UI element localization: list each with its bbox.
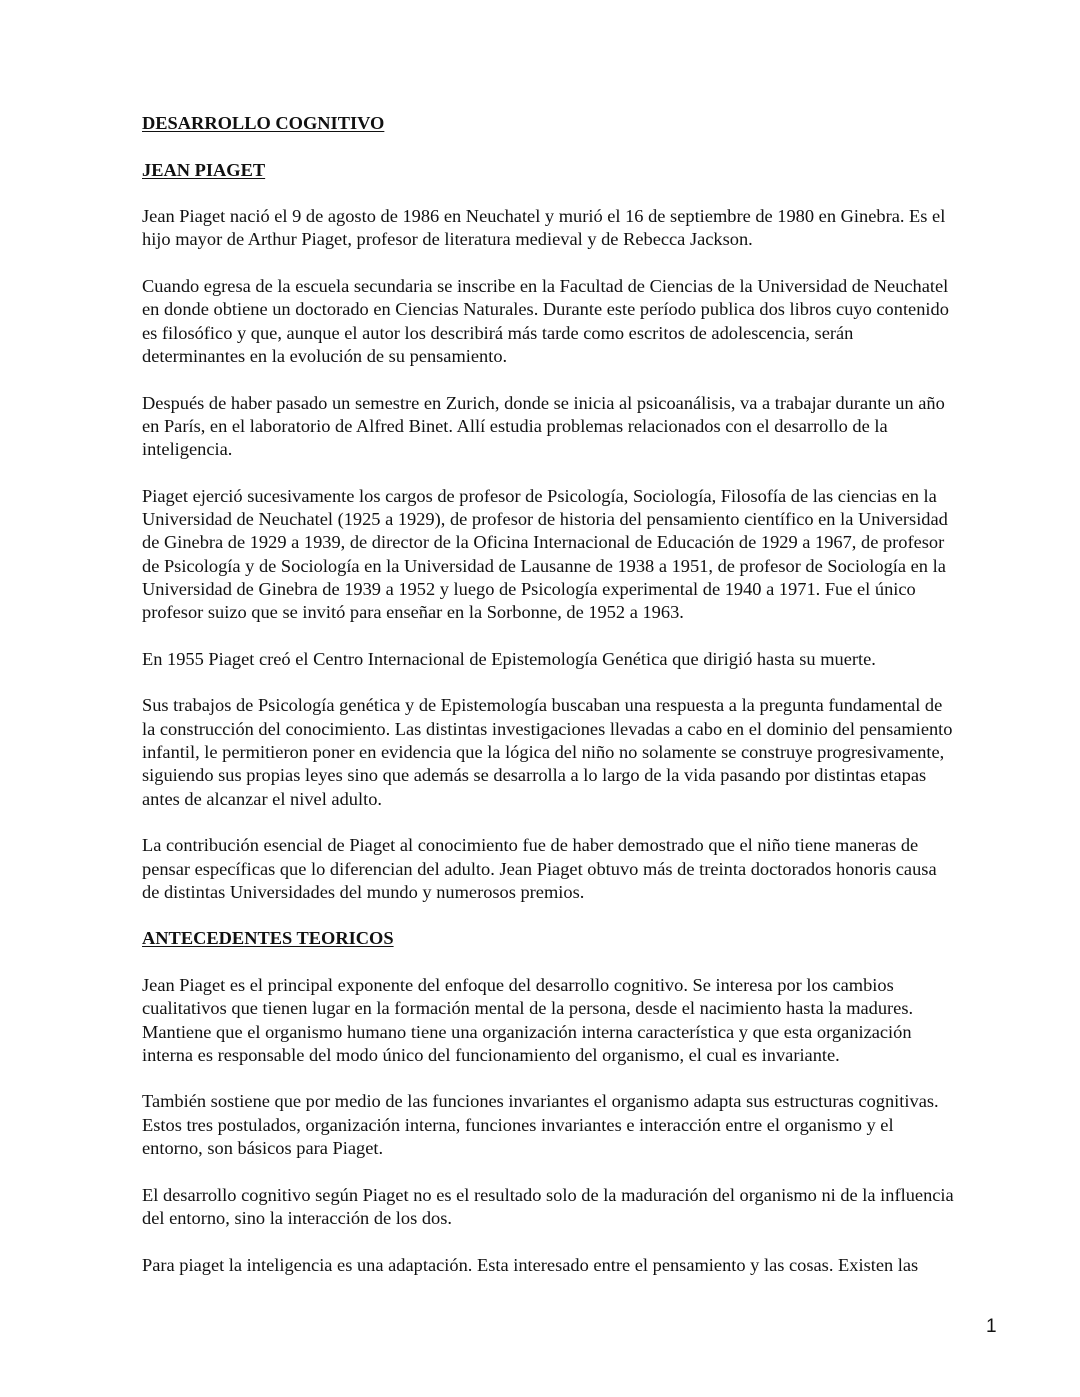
document-page bbox=[142, 112, 1022, 1300]
paragraph-line: de Psicología y de Sociología en la Universidad de Lausanne de 1938 a 1951, de profesor de Sociología en la bbox=[142, 555, 946, 576]
section-heading-antecedentes: ANTECEDENTES TEORICOS bbox=[142, 928, 394, 949]
paragraph-line: Jean Piaget nació el 9 de agosto de 1986 en Neuchatel y murió el 16 de septiembre de 1980 en Ginebra. Es el bbox=[142, 206, 946, 227]
paragraph-line: inteligencia. bbox=[142, 439, 233, 460]
section-antecedentes-body bbox=[142, 974, 1022, 1300]
paragraph-line: interna es responsable del modo único del funcionamiento del organismo, el cual es invariante. bbox=[142, 1044, 840, 1065]
paragraph bbox=[142, 974, 1022, 1067]
paragraph-line: de distintas Universidades del mundo y numerosos premios. bbox=[142, 881, 585, 902]
paragraph-line: Sus trabajos de Psicología genética y de Epistemología buscaban una respuesta a la pregunta fundamental de bbox=[142, 695, 943, 716]
paragraph bbox=[142, 1184, 1022, 1231]
paragraph bbox=[142, 1090, 1022, 1160]
paragraph-line: entorno, son básicos para Piaget. bbox=[142, 1138, 384, 1159]
paragraph bbox=[142, 205, 1022, 252]
paragraph bbox=[142, 485, 1022, 625]
paragraph-line: Universidad de Ginebra de 1939 a 1952 y luego de Psicología experimental de 1940 a 1971. Fue el único bbox=[142, 578, 916, 599]
section-jean-piaget-body bbox=[142, 205, 1022, 927]
paragraph-line: Mantiene que el organismo humano tiene una organización interna característica y que esta organización bbox=[142, 1021, 912, 1042]
paragraph-line: determinantes en la evolución de su pensamiento. bbox=[142, 345, 508, 366]
paragraph-line: en donde obtiene un doctorado en Ciencias Naturales. Durante este período publica dos libros cuyo contenido bbox=[142, 299, 949, 320]
paragraph-line: Piaget ejerció sucesivamente los cargos de profesor de Psicología, Sociología, Filosofía de las ciencias en la bbox=[142, 485, 937, 506]
document-title: DESARROLLO COGNITIVO bbox=[142, 113, 385, 133]
paragraph-line: También sostiene que por medio de las funciones invariantes el organismo adapta sus estructuras cognitivas. bbox=[142, 1091, 939, 1112]
paragraph bbox=[142, 392, 1022, 462]
paragraph bbox=[142, 834, 1022, 904]
paragraph-line: Universidad de Neuchatel (1925 a 1929), de profesor de historia del pensamiento científico en la Universidad bbox=[142, 509, 948, 530]
paragraph bbox=[142, 1254, 1022, 1277]
paragraph-line: La contribución esencial de Piaget al conocimiento fue de haber demostrado que el niño tiene maneras de bbox=[142, 835, 919, 856]
paragraph-line: pensar específicas que lo diferencian del adulto. Jean Piaget obtuvo más de treinta doctorados honoris causa bbox=[142, 858, 937, 879]
paragraph-line: hijo mayor de Arthur Piaget, profesor de literatura medieval y de Rebecca Jackson. bbox=[142, 229, 753, 250]
paragraph-line: del entorno, sino la interacción de los dos. bbox=[142, 1207, 453, 1228]
paragraph-line: de Ginebra de 1929 a 1939, de director de la Oficina Internacional de Educación de 1929 a 1967, de profesor bbox=[142, 532, 945, 553]
paragraph-line: en París, en el laboratorio de Alfred Binet. Allí estudia problemas relacionados con el desarrollo de la bbox=[142, 415, 888, 436]
paragraph-line: infantil, le permitieron poner en evidencia que la lógica del niño no solamente se construye progresivamente, bbox=[142, 742, 945, 763]
paragraph bbox=[142, 694, 1022, 810]
paragraph-line: antes de alcanzar el nivel adulto. bbox=[142, 788, 382, 809]
paragraph-line: cualitativos que tienen lugar en la formación mental de la persona, desde el nacimiento hasta la madures. bbox=[142, 998, 914, 1019]
paragraph-line: Jean Piaget es el principal exponente del enfoque del desarrollo cognitivo. Se interesa por los cambios bbox=[142, 974, 894, 995]
section-heading-jean-piaget: JEAN PIAGET bbox=[142, 159, 266, 180]
paragraph-line: Estos tres postulados, organización interna, funciones invariantes e interacción entre el organismo y el bbox=[142, 1114, 894, 1135]
paragraph bbox=[142, 275, 1022, 368]
paragraph-line: Para piaget la inteligencia es una adaptación. Esta interesado entre el pensamiento y las cosas. Existen las bbox=[142, 1254, 919, 1275]
paragraph-line: es filosófico y que, aunque el autor los describirá más tarde como escritos de adolescencia, serán bbox=[142, 322, 854, 343]
paragraph-line: Después de haber pasado un semestre en Zurich, donde se inicia al psicoanálisis, va a trabajar durante un año bbox=[142, 392, 945, 413]
paragraph-line: En 1955 Piaget creó el Centro Internacional de Epistemología Genética que dirigió hasta su muerte. bbox=[142, 648, 876, 669]
paragraph-line: siguiendo sus propias leyes sino que además se desarrolla a lo largo de la vida pasando por distintas etapas bbox=[142, 765, 927, 786]
paragraph-line: El desarrollo cognitivo según Piaget no es el resultado solo de la maduración del organismo ni de la influencia bbox=[142, 1184, 954, 1205]
paragraph bbox=[142, 648, 1022, 671]
paragraph-line: Cuando egresa de la escuela secundaria se inscribe en la Facultad de Ciencias de la Universidad de Neuchatel bbox=[142, 276, 949, 297]
paragraph-line: profesor suizo que se invitó para enseñar en la Sorbonne, de 1952 a 1963. bbox=[142, 602, 684, 623]
paragraph-line: la construcción del conocimiento. Las distintas investigaciones llevadas a cabo en el dominio del pensamiento bbox=[142, 718, 953, 739]
page-number: 1 bbox=[986, 1316, 997, 1337]
